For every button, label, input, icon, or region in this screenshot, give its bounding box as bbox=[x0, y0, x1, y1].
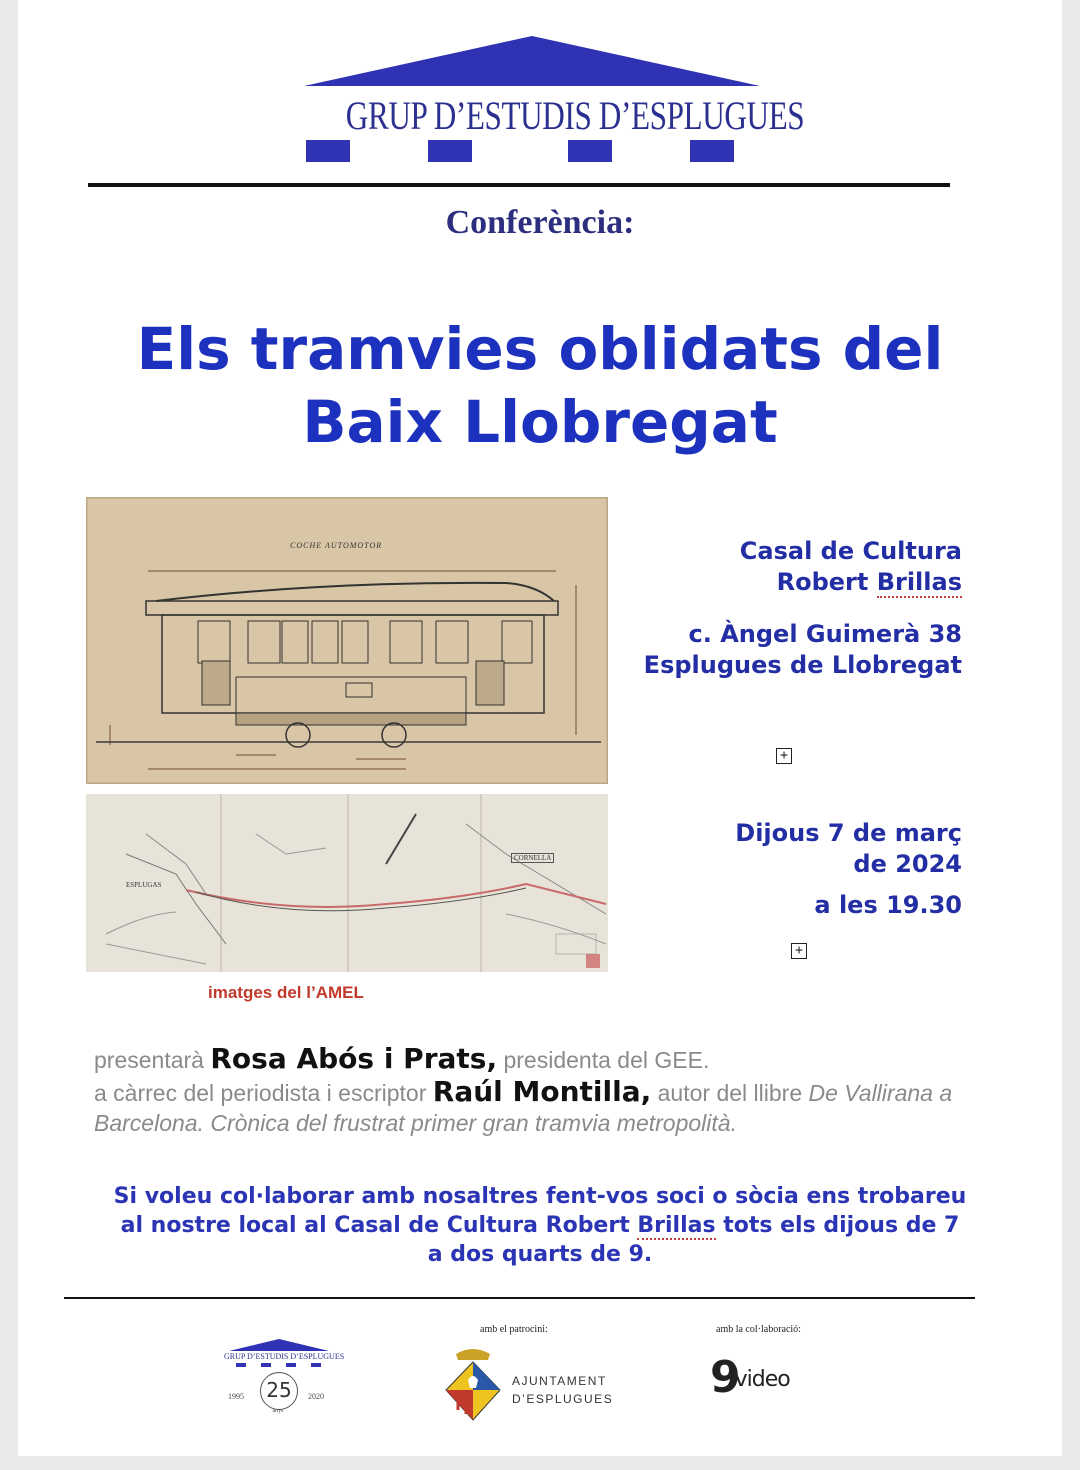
ajuntament-shield-icon bbox=[442, 1344, 504, 1422]
date-line2: de 2024 bbox=[853, 850, 962, 878]
ajuntament-line1: AJUNTAMENT bbox=[512, 1374, 607, 1388]
event-title-line2: Baix Llobregat bbox=[302, 388, 778, 456]
address-line1: c. Àngel Guimerà 38 bbox=[688, 620, 962, 648]
footer-divider bbox=[64, 1297, 975, 1299]
image-caption: imatges del l’AMEL bbox=[208, 983, 364, 1002]
route-map-image bbox=[86, 794, 608, 972]
anniversary-number: 25 bbox=[260, 1372, 298, 1410]
small-block-1 bbox=[236, 1363, 246, 1367]
video-logo bbox=[710, 1352, 794, 1403]
anniversary-word: anys bbox=[272, 1408, 284, 1414]
ajuntament-line2: D’ESPLUGUES bbox=[512, 1392, 614, 1406]
venue-line2 bbox=[740, 567, 962, 598]
event-title bbox=[18, 313, 1062, 459]
address-line2: Esplugues de Llobregat bbox=[643, 651, 962, 679]
expand-icon[interactable]: + bbox=[791, 943, 807, 959]
sponsor-label: amb el patrocini: bbox=[480, 1324, 548, 1335]
logo-block-1 bbox=[306, 140, 350, 162]
org-name: GRUP D’ESTUDIS D’ESPLUGUES bbox=[345, 93, 805, 138]
roof-logo-shape bbox=[304, 34, 760, 90]
video-logo-word: video bbox=[734, 1367, 790, 1392]
small-org-name: GRUP D’ESTUDIS D’ESPLUGUES bbox=[224, 1352, 345, 1361]
membership-note bbox=[48, 1182, 1032, 1269]
speaker-role: autor del llibre bbox=[657, 1080, 803, 1106]
presenter-line bbox=[94, 1044, 1024, 1075]
expand-icon[interactable]: + bbox=[776, 748, 792, 764]
logo-block-4 bbox=[690, 140, 734, 162]
speaker-prefix: a càrrec del periodista i escriptor bbox=[94, 1080, 427, 1106]
tram-drawing-image bbox=[86, 497, 608, 784]
venue-address bbox=[644, 619, 962, 681]
speaker-line bbox=[94, 1077, 1024, 1138]
conference-label: Conferència: bbox=[445, 204, 635, 241]
map-label-esplugas: ESPLUGAS bbox=[126, 881, 162, 889]
logo-block-2 bbox=[428, 140, 472, 162]
poster bbox=[18, 0, 1062, 1456]
book-title-rest: Vallirana a Barcelona. Crònica del frustrat primer gran tramvia metropolità. bbox=[94, 1080, 953, 1136]
small-block-4 bbox=[311, 1363, 321, 1367]
membership-line3: a dos quarts de 9. bbox=[427, 1242, 653, 1267]
small-block-3 bbox=[286, 1363, 296, 1367]
small-block-2 bbox=[261, 1363, 271, 1367]
speaker-name: Raúl Montilla, bbox=[432, 1075, 652, 1108]
presenter-role: presidenta del GEE. bbox=[503, 1047, 710, 1073]
venue-name bbox=[740, 536, 962, 598]
header-divider bbox=[88, 183, 950, 187]
map-label-cornella: CORNELLA bbox=[511, 853, 554, 863]
anniversary-logo bbox=[224, 1338, 345, 1418]
membership-line2 bbox=[48, 1211, 1032, 1240]
small-roof-icon bbox=[229, 1338, 329, 1352]
venue-line1: Casal de Cultura bbox=[739, 537, 962, 565]
route-map-svg bbox=[86, 794, 608, 972]
speakers-block bbox=[94, 1044, 1024, 1138]
membership-line2-c: tots els dijous de 7 bbox=[715, 1213, 960, 1238]
book-title-start: De bbox=[808, 1080, 838, 1106]
membership-line2-brillas: Brillas bbox=[637, 1213, 716, 1238]
event-title-line1: Els tramvies oblidats del bbox=[136, 315, 944, 383]
membership-line2-a: al nostre local al Casal de Cultura Robert bbox=[120, 1213, 638, 1238]
presenter-name: Rosa Abós i Prats, bbox=[210, 1042, 498, 1075]
event-date bbox=[735, 818, 962, 921]
logo-block-3 bbox=[568, 140, 612, 162]
venue-line2-brillas: Brillas bbox=[876, 568, 962, 596]
membership-line1: Si voleu col·laborar amb nosaltres fent-vos soci o sòcia ens trobareu bbox=[113, 1184, 967, 1209]
collaboration-label: amb la col·laboració: bbox=[716, 1324, 801, 1335]
time-line: a les 19.30 bbox=[814, 891, 962, 919]
anniversary-end: 2020 bbox=[308, 1392, 324, 1401]
date-line1: Dijous 7 de març bbox=[735, 819, 962, 847]
venue-line2-text: Robert bbox=[776, 568, 877, 596]
anniversary-start: 1995 bbox=[228, 1392, 244, 1401]
video-logo-number: 9 bbox=[710, 1352, 739, 1403]
presenter-prefix: presentarà bbox=[94, 1047, 204, 1073]
drawing-label: COCHE AUTOMOTOR bbox=[290, 541, 383, 550]
ajuntament-name bbox=[512, 1372, 613, 1408]
